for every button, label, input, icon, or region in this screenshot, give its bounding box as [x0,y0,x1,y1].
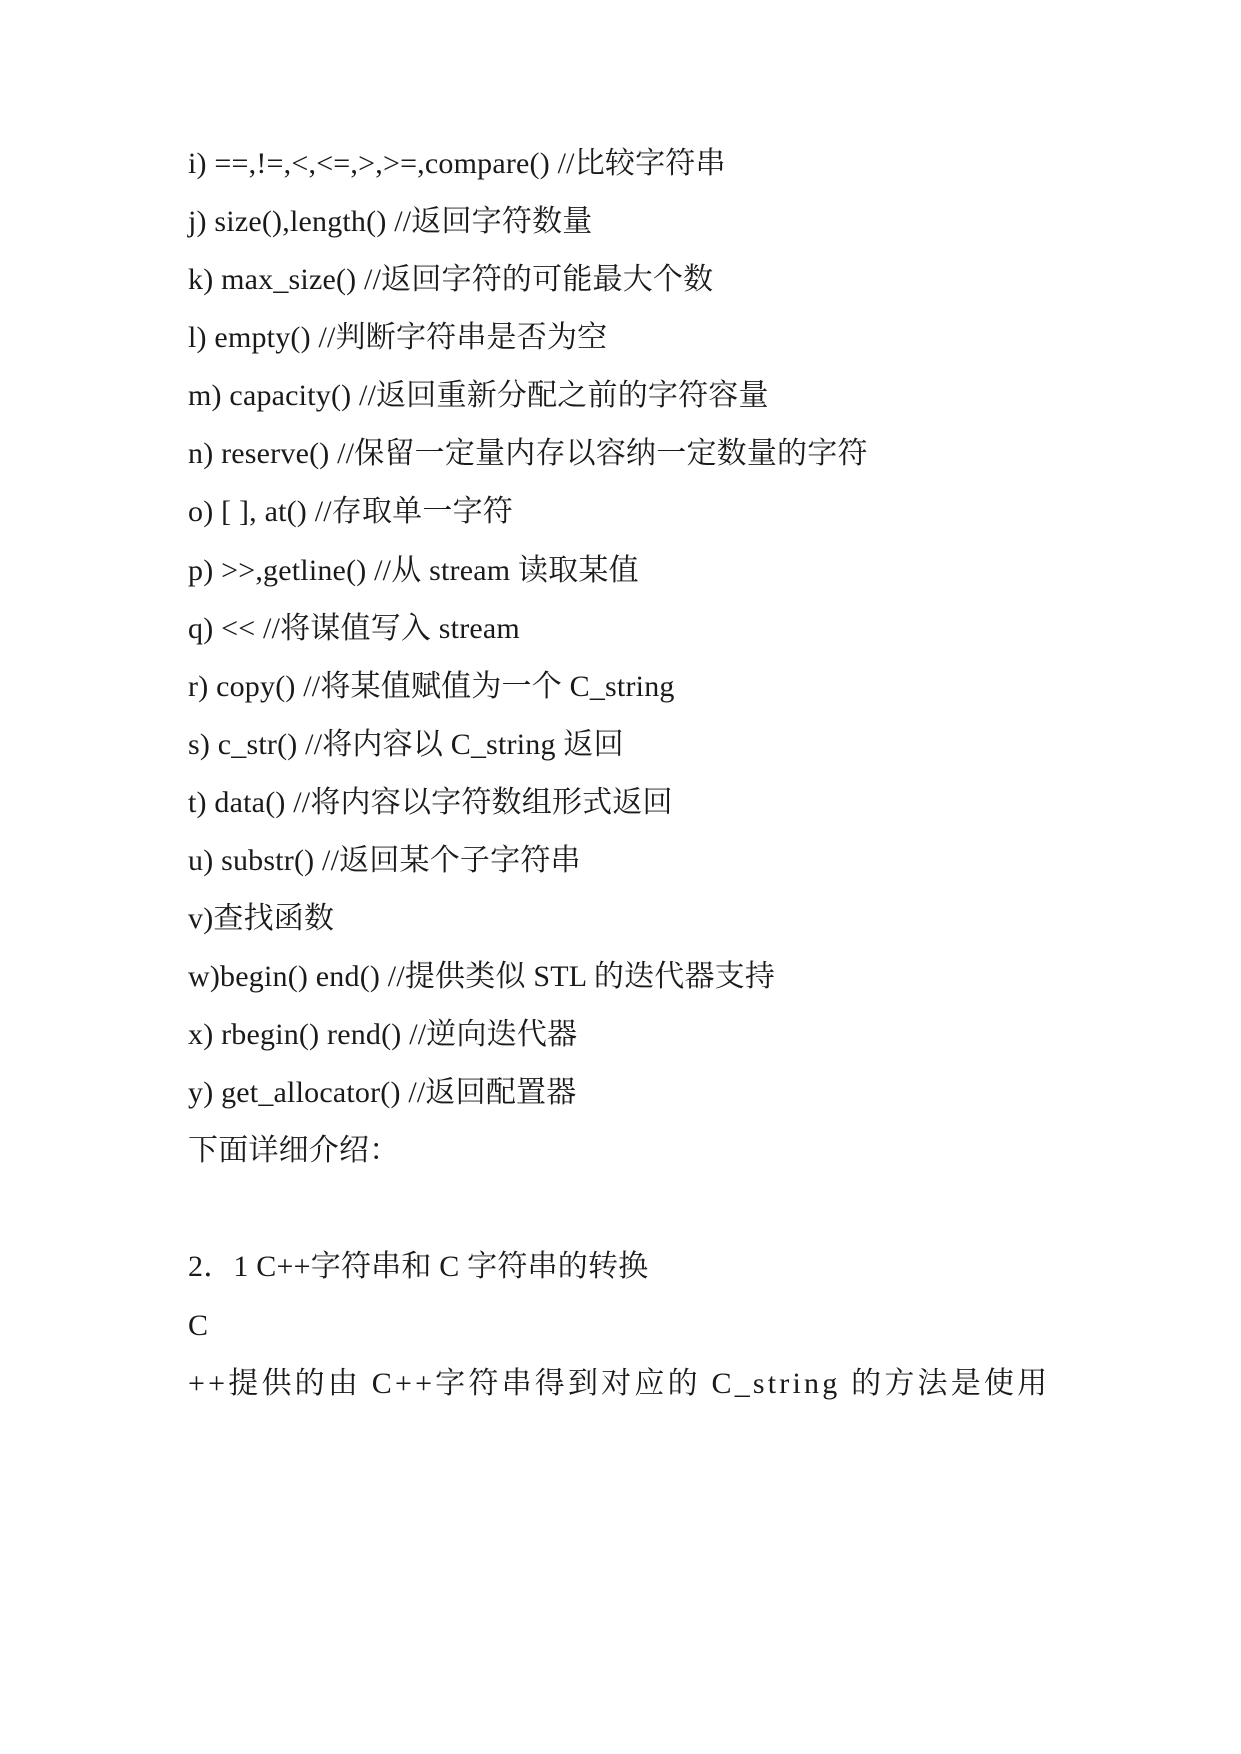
paragraph-line-1: C [188,1309,209,1342]
list-item-p: p) >>,getline() //从 stream 读取某值 [188,554,639,587]
list-item-j: j) size(),length() //返回字符数量 [188,205,593,238]
list-item-s: s) c_str() //将内容以 C_string 返回 [188,728,624,761]
list-item-r: r) copy() //将某值赋值为一个 C_string [188,670,675,703]
list-item-m: m) capacity() //返回重新分配之前的字符容量 [188,379,769,412]
list-item-u: u) substr() //返回某个子字符串 [188,844,581,877]
list-item-x: x) rbegin() rend() //逆向迭代器 [188,1018,578,1051]
list-item-o: o) [ ], at() //存取单一字符 [188,495,513,528]
list-item-k: k) max_size() //返回字符的可能最大个数 [188,263,714,296]
list-item-q: q) << //将谋值写入 stream [188,612,520,645]
paragraph-line-2: ++提供的由 C++字符串得到对应的 C_string 的方法是使用 [188,1367,1051,1400]
intro-text: 下面详细介绍： [188,1134,400,1167]
list-item-y: y) get_allocator() //返回配置器 [188,1076,577,1109]
section-heading: 2．1 C++字符串和 C 字符串的转换 [188,1250,649,1283]
list-item-i: i) ==,!=,<,<=,>,>=,compare() //比较字符串 [188,147,726,180]
list-item-l: l) empty() //判断字符串是否为空 [188,321,608,354]
list-item-v: v)查找函数 [188,902,335,935]
list-item-t: t) data() //将内容以字符数组形式返回 [188,786,673,819]
list-item-w: w)begin() end() //提供类似 STL 的迭代器支持 [188,960,776,993]
list-item-n: n) reserve() //保留一定量内存以容纳一定数量的字符 [188,437,868,470]
